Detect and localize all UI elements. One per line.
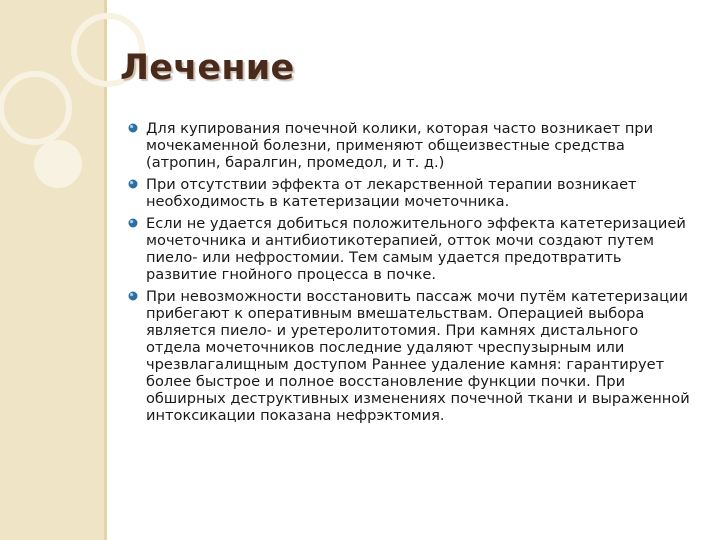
- bullet-text: Для купирования почечной колики, которая часто возникает при мочекаменной болезни, применяют общеизвестные средства (атропин, баралгин, промедол, и т. д.): [146, 120, 654, 171]
- bullet-marker-icon: [128, 291, 138, 301]
- bullet-text: Если не удается добиться положительного эффекта катетеризацией мочеточника и антибиотикотерапией, отток мочи создают путем пиело- или нефростомии. Тем самым удается предотвратить развитие гнойного процесса в почке.: [146, 215, 686, 283]
- bullet-item: [128, 176, 694, 210]
- bullet-item: [128, 288, 694, 424]
- bullet-text: При невозможности восстановить пассаж мочи путём катетеризации прибегают к оперативным вмешательствам. Операцией выбора является пиело- и уретеролитотомия. При камнях дистального отдела мочеточников последние удаляют чреспузырным или чрезвлагалищным доступом Раннее удаление камня: гарантирует более быстрое и полное восстановление функции почки. При обширных деструктивных изменениях почечной ткани и выраженной интоксикации показана нефрэктомия.: [146, 288, 690, 424]
- bullet-list: [128, 120, 694, 429]
- side-band: [0, 0, 104, 540]
- bullet-text: При отсутствии эффекта от лекарственной терапии возникает необходимость в катетеризации мочеточника.: [146, 176, 637, 210]
- slide-title: Лечение: [120, 48, 295, 88]
- side-divider: [104, 0, 107, 540]
- bullet-marker-icon: [128, 179, 138, 189]
- bullet-item: [128, 215, 694, 283]
- bullet-marker-icon: [128, 218, 138, 228]
- bullet-marker-icon: [128, 123, 138, 133]
- bullet-item: [128, 120, 694, 171]
